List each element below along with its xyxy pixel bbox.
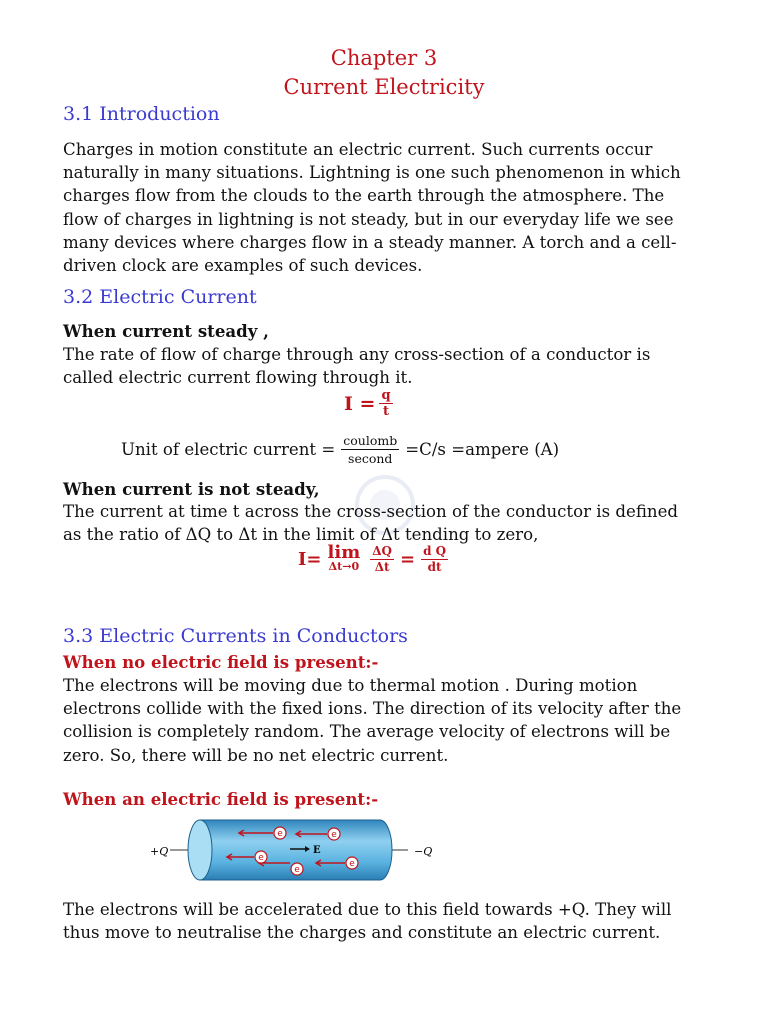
section-heading-conductors: 3.3 Electric Currents in Conductors — [63, 625, 408, 647]
electron-label: e — [349, 859, 355, 869]
electron-label: e — [258, 853, 264, 863]
text-line: naturally in many situations. Lightning is one such phenomenon in which — [63, 163, 681, 183]
limit-word: lim — [327, 541, 361, 563]
text-line: zero. So, there will be no net electric current. — [63, 745, 449, 765]
no-field-label: When no electric field is present:- — [63, 652, 379, 672]
text-line: electrons collide with the fixed ions. The direction of its velocity after the — [63, 699, 682, 719]
fraction-numerator: d Q — [423, 544, 447, 558]
fraction-denominator: second — [348, 451, 393, 466]
electron-label: e — [331, 830, 337, 840]
nonsteady-current-label: When current is not steady, — [63, 479, 320, 499]
text-line: The electrons will be moving due to thermal motion . During motion — [63, 676, 638, 695]
text-line: The current at time t across the cross-section of the conductor is defined — [63, 502, 679, 521]
text-line: Charges in motion constitute an electric current. Such currents occur — [63, 140, 653, 159]
electron-label: e — [277, 829, 283, 839]
formula-lhs: I = — [344, 392, 376, 415]
section-heading-introduction: 3.1 Introduction — [63, 103, 220, 125]
text-line: flow of charges in lightning is not steady, but in our everyday life we see — [63, 209, 674, 229]
derivative-fraction — [421, 544, 448, 575]
section-heading-electric-current: 3.2 Electric Current — [63, 286, 257, 308]
limit-subscript: Δt→0 — [328, 559, 360, 573]
text-line: called electric current flowing through it. — [63, 368, 413, 388]
cylinder-left-face — [188, 820, 212, 880]
field-present-label: When an electric field is present:- — [63, 789, 379, 809]
unit-fraction — [341, 432, 399, 467]
chapter-number: Chapter 3 — [330, 46, 438, 70]
nonsteady-current-paragraph — [63, 500, 713, 546]
right-charge-label: −Q — [414, 845, 433, 858]
fraction-denominator: dt — [427, 560, 442, 574]
fraction-numerator: coulomb — [343, 433, 398, 448]
equals-sign: = — [400, 549, 416, 570]
conductor-diagram — [140, 812, 440, 888]
text-line: as the ratio of ΔQ to Δt in the limit of Δt tending to zero, — [63, 525, 539, 545]
unit-formula — [121, 432, 559, 467]
formula-lhs: I= — [298, 549, 322, 570]
text-line: driven clock are examples of such devices. — [63, 256, 423, 276]
steady-current-paragraph — [63, 343, 713, 389]
delta-fraction — [370, 544, 394, 575]
text-line: many devices where charges flow in a steady manner. A torch and a cell- — [63, 232, 677, 252]
fraction-numerator: ΔQ — [372, 544, 393, 558]
final-paragraph — [63, 898, 713, 944]
fraction-numerator: q — [381, 388, 391, 403]
unit-prefix: Unit of electric current = — [121, 440, 336, 459]
fraction-denominator: Δt — [374, 560, 390, 574]
text-line: The rate of flow of charge through any cross-section of a conductor is — [63, 345, 651, 364]
electron-label: e — [294, 865, 300, 875]
text-line: The electrons will be accelerated due to this field towards +Q. They will — [63, 900, 672, 919]
field-label: E — [313, 845, 321, 856]
current-formula — [344, 388, 393, 419]
no-field-paragraph — [63, 674, 713, 767]
text-line: charges flow from the clouds to the earth through the atmosphere. The — [63, 186, 665, 206]
formula-fraction — [379, 388, 392, 419]
chapter-title: Current Electricity — [283, 75, 485, 99]
intro-paragraph — [63, 138, 713, 277]
steady-current-label: When current steady , — [63, 321, 269, 341]
unit-suffix: =C/s =ampere (A) — [405, 440, 560, 459]
text-line: collision is completely random. The average velocity of electrons will be — [63, 722, 671, 742]
limit-formula — [298, 541, 448, 575]
text-line: thus move to neutralise the charges and constitute an electric current. — [63, 923, 661, 943]
left-charge-label: +Q — [150, 845, 169, 858]
limit-operator — [327, 541, 361, 574]
fraction-denominator: t — [382, 404, 389, 419]
